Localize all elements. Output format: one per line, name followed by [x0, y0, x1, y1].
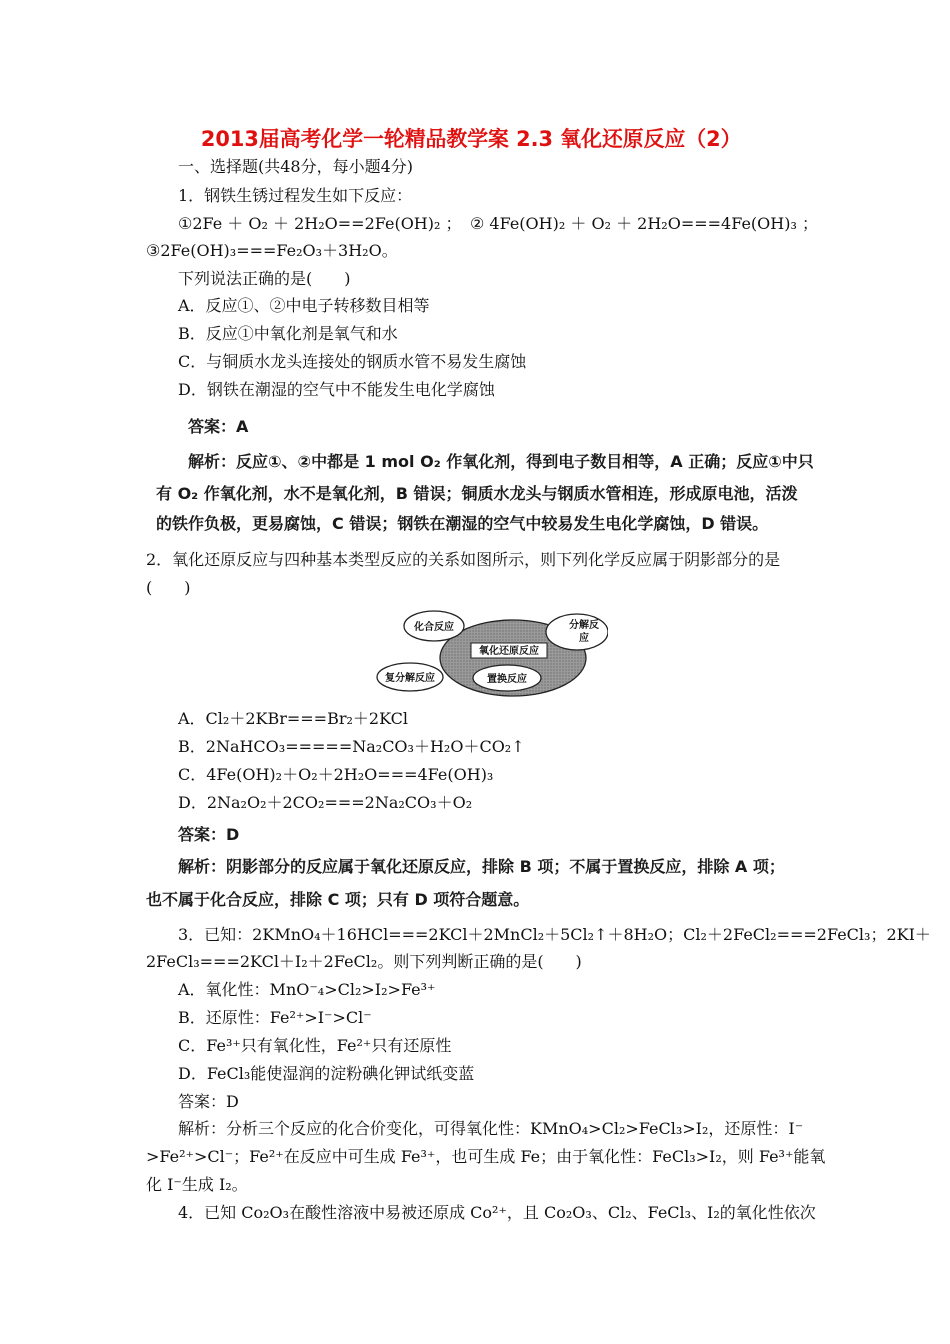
q1-analysis-line-1: 解析：反应①、②中都是 1 mol O₂ 作氧化剂，得到电子数目相等，A 正确；反应①中只 [188, 452, 814, 471]
q1-analysis-line-3: 的铁作负极，更易腐蚀，C 错误；钢铁在潮湿的空气中较易发生电化学腐蚀，D 错误。 [156, 514, 769, 533]
displacement-label: 置换反应 [487, 674, 527, 685]
q3-option-c: C．Fe³⁺只有氧化性，Fe²⁺只有还原性 [178, 1036, 452, 1055]
q2-option-b: B．2NaHCO₃=====Na₂CO₃＋H₂O＋CO₂↑ [178, 737, 525, 756]
redox-label: 氧化还原反应 [479, 646, 539, 657]
q3-option-b: B．还原性：Fe²⁺>I⁻>Cl⁻ [178, 1008, 372, 1027]
q2-answer-paren: ( ) [146, 578, 191, 597]
q1-stem: 1．钢铁生锈过程发生如下反应： [178, 186, 413, 205]
q1-reaction-1: ①2Fe ＋ O₂ ＋ 2H₂O==2Fe(OH)₂ ； [178, 214, 462, 233]
decomposition-label-1: 分解反 [569, 620, 599, 631]
q1-option-a: A．反应①、②中电子转移数目相等 [178, 296, 430, 315]
q2-analysis-line-2: 也不属于化合反应，排除 C 项；只有 D 项符合题意。 [146, 890, 530, 909]
q1-analysis-line-2: 有 O₂ 作氧化剂，水不是氧化剂，B 错误；铜质水龙头与钢质水管相连，形成原电池，活泼 [156, 484, 798, 503]
q3-option-d: D．FeCl₃能使湿润的淀粉碘化钾试纸变蓝 [178, 1064, 475, 1083]
q4-stem: 4．已知 Co₂O₃在酸性溶液中易被还原成 Co²⁺，且 Co₂O₃、Cl₂、FeCl₃、I₂的氧化性依次 [178, 1203, 816, 1222]
decomposition-label-2: 应 [579, 633, 589, 644]
document-title: 2013届高考化学一轮精品教学案 2.3 氧化还原反应（2） [200, 127, 742, 151]
q2-option-c: C．4Fe(OH)₂＋O₂＋2H₂O===4Fe(OH)₃ [178, 765, 494, 784]
q2-answer: 答案：D [178, 825, 240, 844]
q3-stem-line-2: 2FeCl₃===2KCl＋I₂＋2FeCl₂。则下列判断正确的是( ) [146, 952, 582, 971]
q1-answer: 答案：A [188, 417, 249, 436]
reaction-types-venn-diagram [376, 606, 608, 698]
section-heading: 一、选择题(共48分，每小题4分) [178, 157, 414, 176]
q1-option-b: B．反应①中氧化剂是氧气和水 [178, 324, 398, 343]
q1-reaction-3: ③2Fe(OH)₃===Fe₂O₃＋3H₂O。 [146, 241, 398, 260]
combination-label: 化合反应 [414, 622, 454, 633]
q3-analysis-line-2: >Fe²⁺>Cl⁻；Fe²⁺在反应中可生成 Fe³⁺，也可生成 Fe；由于氧化性：FeCl₃>I₂，则 Fe³⁺能氧 [146, 1147, 826, 1166]
q2-option-a: A．Cl₂＋2KBr===Br₂＋2KCl [178, 709, 408, 728]
q3-option-a: A．氧化性：MnO⁻₄>Cl₂>I₂>Fe³⁺ [178, 980, 436, 999]
q1-ask: 下列说法正确的是( ) [178, 269, 351, 288]
double-displacement-label: 复分解反应 [385, 673, 435, 684]
q3-stem-line-1: 3．已知：2KMnO₄＋16HCl===2KCl＋2MnCl₂＋5Cl₂↑＋8H₂O；Cl₂＋2FeCl₂===2FeCl₃；2KI＋ [178, 925, 931, 944]
q1-reaction-2: ② 4Fe(OH)₂ ＋ O₂ ＋ 2H₂O===4Fe(OH)₃ ； [470, 214, 818, 233]
q2-option-d: D．2Na₂O₂＋2CO₂===2Na₂CO₃＋O₂ [178, 793, 473, 812]
q1-option-c: C．与铜质水龙头连接处的钢质水管不易发生腐蚀 [178, 352, 527, 371]
q1-option-d: D．钢铁在潮湿的空气中不能发生电化学腐蚀 [178, 380, 495, 399]
q2-analysis-line-1: 解析：阴影部分的反应属于氧化还原反应，排除 B 项；不属于置换反应，排除 A 项； [178, 857, 785, 876]
q3-answer: 答案：D [178, 1092, 239, 1111]
q2-stem: 2．氧化还原反应与四种基本类型反应的关系如图所示，则下列化学反应属于阴影部分的是 [146, 550, 781, 569]
q3-analysis-line-1: 解析：分析三个反应的化合价变化，可得氧化性：KMnO₄>Cl₂>FeCl₃>I₂，还原性：I⁻ [178, 1119, 804, 1138]
q3-analysis-line-3: 化 I⁻生成 I₂。 [146, 1175, 248, 1194]
